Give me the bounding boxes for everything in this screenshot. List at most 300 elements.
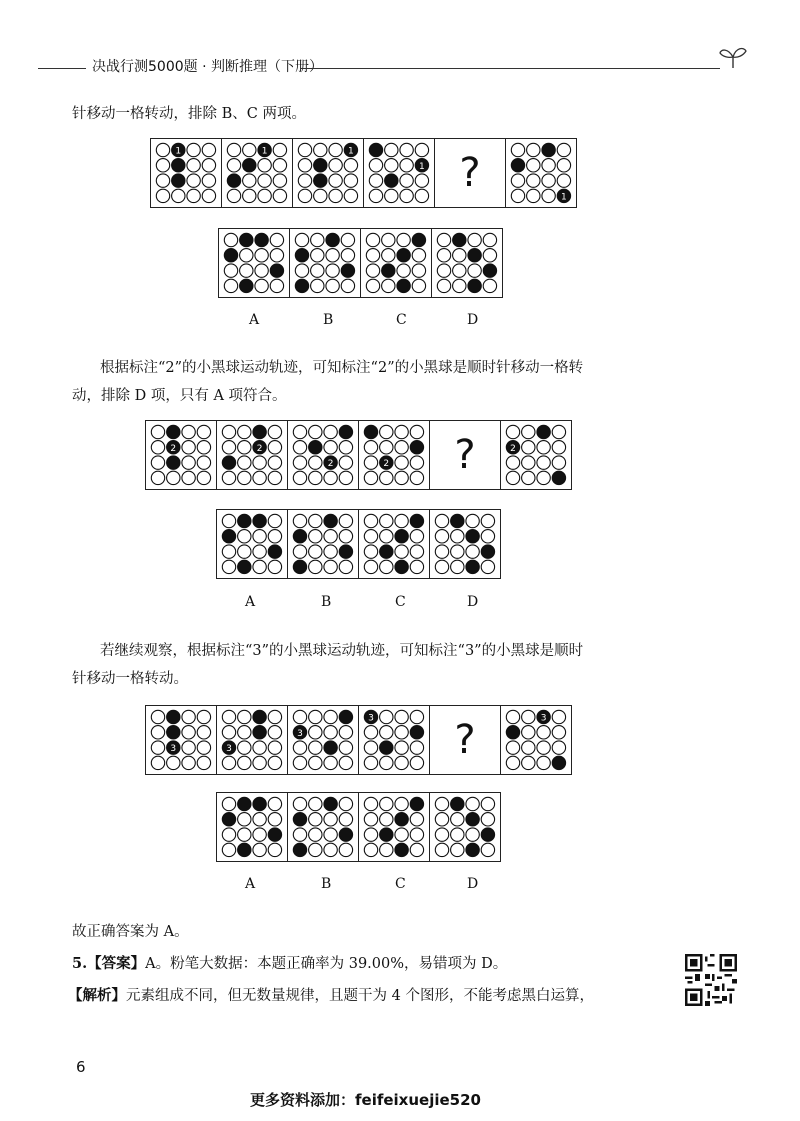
white-ball	[197, 710, 210, 723]
black-ball	[468, 249, 481, 262]
option-cell	[430, 793, 500, 861]
white-ball	[182, 756, 195, 769]
white-ball	[468, 264, 481, 277]
white-ball	[400, 189, 413, 202]
white-ball	[522, 726, 535, 739]
white-ball	[238, 741, 251, 754]
black-ball	[395, 560, 408, 573]
white-ball	[298, 174, 311, 187]
option-cell	[432, 229, 502, 297]
ball-grid	[292, 709, 354, 771]
ball-grid	[226, 142, 288, 204]
white-ball	[527, 189, 540, 202]
white-ball	[522, 741, 535, 754]
white-ball	[309, 741, 322, 754]
black-ball	[453, 233, 466, 246]
black-ball	[293, 530, 306, 543]
ball-grid	[363, 424, 425, 486]
white-ball	[309, 797, 322, 810]
black-ball	[466, 843, 479, 856]
white-ball	[309, 530, 322, 543]
white-ball	[253, 813, 266, 826]
white-ball	[182, 441, 195, 454]
white-ball	[224, 264, 237, 277]
white-ball	[224, 279, 237, 292]
white-ball	[182, 741, 195, 754]
sequence-cell	[217, 706, 288, 774]
white-ball	[309, 471, 322, 484]
white-ball	[339, 514, 352, 527]
white-ball	[369, 174, 382, 187]
black-ball	[224, 249, 237, 262]
question-mark-cell	[430, 706, 501, 774]
white-ball	[481, 843, 494, 856]
white-ball	[435, 813, 448, 826]
white-ball	[410, 471, 423, 484]
white-ball	[410, 710, 423, 723]
white-ball	[344, 174, 357, 187]
white-ball	[369, 159, 382, 172]
white-ball	[385, 189, 398, 202]
white-ball	[222, 828, 235, 841]
black-ball	[293, 843, 306, 856]
black-ball	[167, 456, 180, 469]
option-cell	[219, 229, 290, 297]
white-ball	[537, 456, 550, 469]
ball-number-label: 3	[170, 744, 177, 755]
white-ball	[380, 471, 393, 484]
white-ball	[412, 279, 425, 292]
option-label-c: C	[395, 594, 406, 610]
black-ball	[324, 741, 337, 754]
ball-number-label: 1	[261, 146, 268, 157]
white-ball	[293, 514, 306, 527]
white-ball	[344, 159, 357, 172]
white-ball	[293, 741, 306, 754]
white-ball	[243, 174, 256, 187]
white-ball	[527, 174, 540, 187]
white-ball	[339, 530, 352, 543]
black-ball	[412, 233, 425, 246]
white-ball	[435, 828, 448, 841]
white-ball	[253, 471, 266, 484]
white-ball	[395, 514, 408, 527]
white-ball	[466, 828, 479, 841]
paragraph-line: 动，排除 D 项，只有 A 项符合。	[72, 388, 287, 404]
white-ball	[255, 279, 268, 292]
black-ball	[397, 279, 410, 292]
white-ball	[187, 143, 200, 156]
white-ball	[537, 471, 550, 484]
white-ball	[380, 530, 393, 543]
white-ball	[253, 843, 266, 856]
white-ball	[309, 710, 322, 723]
black-ball	[240, 279, 253, 292]
white-ball	[339, 843, 352, 856]
ball-grid	[365, 232, 427, 294]
option-label-a: A	[245, 876, 256, 892]
white-ball	[552, 425, 565, 438]
black-ball	[552, 471, 565, 484]
ball-grid	[221, 709, 283, 771]
white-ball	[415, 174, 428, 187]
white-ball	[400, 159, 413, 172]
figure-2-options	[216, 509, 501, 579]
white-ball	[187, 189, 200, 202]
white-ball	[293, 471, 306, 484]
header-rule-right	[300, 68, 720, 69]
white-ball	[542, 159, 555, 172]
option-cell	[359, 510, 430, 578]
option-label-a: A	[245, 594, 256, 610]
white-ball	[451, 560, 464, 573]
white-ball	[364, 756, 377, 769]
white-ball	[395, 456, 408, 469]
white-ball	[481, 797, 494, 810]
white-ball	[329, 189, 342, 202]
white-ball	[197, 756, 210, 769]
white-ball	[270, 249, 283, 262]
white-ball	[466, 545, 479, 558]
black-ball	[380, 741, 393, 754]
white-ball	[238, 710, 251, 723]
white-ball	[311, 249, 324, 262]
white-ball	[339, 471, 352, 484]
white-ball	[197, 471, 210, 484]
white-ball	[410, 545, 423, 558]
black-ball	[506, 726, 519, 739]
ball-number-label: 2	[256, 443, 263, 454]
black-ball	[172, 159, 185, 172]
paragraph-line: 针移动一格转动。	[72, 671, 188, 687]
white-ball	[364, 545, 377, 558]
ball-number-label: 1	[175, 146, 182, 157]
white-ball	[182, 710, 195, 723]
black-ball	[537, 425, 550, 438]
white-ball	[268, 726, 281, 739]
white-ball	[385, 159, 398, 172]
white-ball	[326, 249, 339, 262]
white-ball	[268, 514, 281, 527]
white-ball	[364, 471, 377, 484]
ball-number-label: 1	[561, 192, 567, 203]
white-ball	[522, 456, 535, 469]
white-ball	[557, 174, 570, 187]
figure-3-options	[216, 792, 501, 862]
white-ball	[156, 174, 169, 187]
white-ball	[506, 456, 519, 469]
white-ball	[324, 828, 337, 841]
white-ball	[341, 279, 354, 292]
white-ball	[311, 233, 324, 246]
white-ball	[380, 710, 393, 723]
white-ball	[324, 471, 337, 484]
white-ball	[243, 143, 256, 156]
white-ball	[483, 249, 496, 262]
question-mark: ?	[459, 150, 481, 196]
white-ball	[339, 456, 352, 469]
white-ball	[187, 159, 200, 172]
white-ball	[341, 249, 354, 262]
white-ball	[293, 828, 306, 841]
black-ball	[222, 813, 235, 826]
running-header-title: 决战行测5000题 · 判断推理（下册）	[92, 59, 323, 75]
white-ball	[506, 741, 519, 754]
ball-number-label: 2	[383, 459, 390, 470]
analysis-tag: 【解析】	[68, 987, 126, 1004]
white-ball	[483, 233, 496, 246]
white-ball	[506, 756, 519, 769]
ball-grid	[221, 424, 283, 486]
white-ball	[542, 189, 555, 202]
white-ball	[222, 843, 235, 856]
white-ball	[295, 233, 308, 246]
black-ball	[227, 174, 240, 187]
white-ball	[537, 441, 550, 454]
white-ball	[222, 514, 235, 527]
white-ball	[227, 189, 240, 202]
answer-text: A。粉笔大数据：本题正确率为 39.00%，易错项为 D。	[145, 956, 508, 972]
question-mark: ?	[454, 717, 476, 763]
paragraph-line: 针移动一格转动，排除 B、C 两项。	[72, 106, 306, 122]
white-ball	[435, 560, 448, 573]
white-ball	[293, 756, 306, 769]
white-ball	[395, 741, 408, 754]
white-ball	[324, 843, 337, 856]
white-ball	[314, 189, 327, 202]
white-ball	[309, 425, 322, 438]
sequence-cell	[146, 706, 217, 774]
ball-grid	[505, 709, 567, 771]
question-mark: ?	[454, 432, 476, 478]
white-ball	[369, 189, 382, 202]
sequence-cell	[293, 139, 364, 207]
white-ball	[366, 279, 379, 292]
black-ball	[382, 264, 395, 277]
white-ball	[552, 710, 565, 723]
white-ball	[395, 710, 408, 723]
white-ball	[167, 471, 180, 484]
header-rule-left	[38, 68, 86, 69]
option-label-d: D	[467, 876, 479, 892]
white-ball	[557, 143, 570, 156]
white-ball	[324, 545, 337, 558]
white-ball	[293, 456, 306, 469]
white-ball	[197, 441, 210, 454]
white-ball	[268, 756, 281, 769]
white-ball	[364, 813, 377, 826]
sequence-cell	[146, 421, 217, 489]
black-ball	[238, 843, 251, 856]
black-ball	[451, 514, 464, 527]
white-ball	[151, 756, 164, 769]
white-ball	[324, 441, 337, 454]
black-ball	[268, 828, 281, 841]
white-ball	[222, 425, 235, 438]
black-ball	[380, 545, 393, 558]
white-ball	[182, 471, 195, 484]
white-ball	[400, 174, 413, 187]
white-ball	[197, 741, 210, 754]
black-ball	[552, 756, 565, 769]
question-mark-cell	[435, 139, 506, 207]
white-ball	[537, 741, 550, 754]
white-ball	[329, 159, 342, 172]
ball-grid	[505, 424, 567, 486]
ball-grid	[292, 796, 354, 858]
white-ball	[481, 530, 494, 543]
white-ball	[468, 233, 481, 246]
black-ball	[410, 441, 423, 454]
white-ball	[453, 279, 466, 292]
black-ball	[341, 264, 354, 277]
sequence-cell	[217, 421, 288, 489]
white-ball	[522, 710, 535, 723]
ball-grid	[221, 513, 283, 575]
white-ball	[238, 471, 251, 484]
white-ball	[339, 797, 352, 810]
black-ball	[240, 233, 253, 246]
white-ball	[202, 143, 215, 156]
option-cell	[430, 510, 500, 578]
sequence-cell	[222, 139, 293, 207]
white-ball	[380, 425, 393, 438]
white-ball	[344, 189, 357, 202]
ball-number-label: 2	[327, 459, 334, 470]
option-label-d: D	[467, 312, 479, 328]
white-ball	[451, 843, 464, 856]
white-ball	[537, 756, 550, 769]
white-ball	[435, 797, 448, 810]
white-ball	[240, 264, 253, 277]
white-ball	[481, 514, 494, 527]
white-ball	[309, 545, 322, 558]
white-ball	[156, 189, 169, 202]
white-ball	[253, 545, 266, 558]
ball-grid	[434, 796, 496, 858]
ball-number-label: 1	[419, 161, 425, 172]
option-label-a: A	[249, 312, 260, 328]
black-ball	[466, 560, 479, 573]
white-ball	[268, 471, 281, 484]
black-ball	[167, 710, 180, 723]
white-ball	[380, 726, 393, 739]
white-ball	[151, 456, 164, 469]
white-ball	[511, 174, 524, 187]
white-ball	[366, 264, 379, 277]
white-ball	[273, 143, 286, 156]
white-ball	[326, 264, 339, 277]
white-ball	[309, 813, 322, 826]
white-ball	[364, 741, 377, 754]
white-ball	[410, 756, 423, 769]
white-ball	[364, 726, 377, 739]
white-ball	[395, 828, 408, 841]
white-ball	[324, 813, 337, 826]
white-ball	[451, 828, 464, 841]
white-ball	[364, 843, 377, 856]
white-ball	[380, 843, 393, 856]
white-ball	[366, 249, 379, 262]
white-ball	[255, 249, 268, 262]
ball-grid	[292, 424, 354, 486]
sequence-cell	[359, 706, 430, 774]
white-ball	[329, 174, 342, 187]
white-ball	[298, 189, 311, 202]
black-ball	[380, 828, 393, 841]
white-ball	[270, 233, 283, 246]
white-ball	[466, 797, 479, 810]
paragraph-line: 故正确答案为 A。	[72, 924, 189, 940]
paragraph-line: 根据标注“2”的小黑球运动轨迹，可知标注“2”的小黑球是顺时针移动一格转	[100, 360, 584, 376]
ball-grid	[363, 796, 425, 858]
white-ball	[298, 159, 311, 172]
ball-grid	[150, 424, 212, 486]
black-ball	[395, 530, 408, 543]
white-ball	[395, 425, 408, 438]
white-ball	[238, 425, 251, 438]
white-ball	[172, 189, 185, 202]
black-ball	[253, 726, 266, 739]
black-ball	[295, 279, 308, 292]
black-ball	[253, 514, 266, 527]
white-ball	[410, 560, 423, 573]
ball-grid	[436, 232, 498, 294]
white-ball	[309, 726, 322, 739]
black-ball	[451, 797, 464, 810]
white-ball	[268, 456, 281, 469]
white-ball	[527, 159, 540, 172]
white-ball	[243, 189, 256, 202]
white-ball	[324, 560, 337, 573]
white-ball	[298, 143, 311, 156]
white-ball	[522, 756, 535, 769]
footer-note: 更多资料添加：feifeixuejie520	[250, 1091, 481, 1109]
white-ball	[253, 456, 266, 469]
white-ball	[293, 425, 306, 438]
white-ball	[324, 710, 337, 723]
white-ball	[197, 425, 210, 438]
white-ball	[364, 456, 377, 469]
option-label-c: C	[396, 312, 407, 328]
ball-grid	[363, 513, 425, 575]
white-ball	[222, 797, 235, 810]
black-ball	[339, 545, 352, 558]
white-ball	[324, 726, 337, 739]
white-ball	[222, 756, 235, 769]
black-ball	[172, 174, 185, 187]
answer-line	[72, 950, 507, 978]
ball-grid	[292, 513, 354, 575]
white-ball	[222, 471, 235, 484]
white-ball	[380, 514, 393, 527]
black-ball	[255, 233, 268, 246]
black-ball	[293, 560, 306, 573]
analysis-text: 元素组成不同，但无数量规律，且题干为 4 个图形，不能考虑黑白运算，	[126, 988, 594, 1004]
white-ball	[238, 828, 251, 841]
white-ball	[268, 741, 281, 754]
question-mark-cell	[430, 421, 501, 489]
black-ball	[253, 797, 266, 810]
white-ball	[268, 441, 281, 454]
white-ball	[324, 756, 337, 769]
sequence-cell	[364, 139, 435, 207]
black-ball	[542, 143, 555, 156]
white-ball	[295, 264, 308, 277]
white-ball	[400, 143, 413, 156]
white-ball	[506, 471, 519, 484]
white-ball	[224, 233, 237, 246]
